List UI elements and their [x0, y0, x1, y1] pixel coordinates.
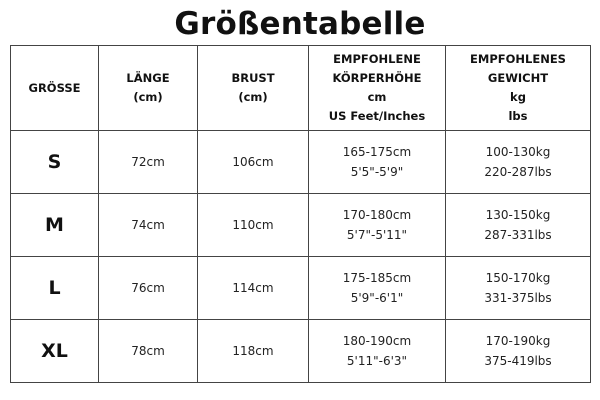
- chest-cell: 110cm: [198, 194, 309, 257]
- weight-kg: 150-170kg: [485, 271, 551, 285]
- header-weight-line-1: EMPFOHLENES: [470, 52, 566, 66]
- weight-cell: [446, 194, 591, 257]
- header-size-label: GRÖSSE: [28, 80, 81, 95]
- size-cell: S: [11, 131, 99, 194]
- table-row: [11, 320, 591, 383]
- table-row: [11, 131, 591, 194]
- table-row: [11, 194, 591, 257]
- table-row: [11, 257, 591, 320]
- weight-lbs: 220-287lbs: [484, 165, 552, 179]
- size-cell: L: [11, 257, 99, 320]
- length-cell: 78cm: [99, 320, 198, 383]
- header-chest: [198, 46, 309, 131]
- length-cell: 74cm: [99, 194, 198, 257]
- weight-cell: [446, 320, 591, 383]
- chest-cell: 118cm: [198, 320, 309, 383]
- height-cell: [309, 131, 446, 194]
- height-cm: 165-175cm: [342, 145, 412, 159]
- size-cell: M: [11, 194, 99, 257]
- height-cm: 170-180cm: [342, 208, 412, 222]
- weight-lbs: 331-375lbs: [484, 291, 552, 305]
- weight-cell: [446, 131, 591, 194]
- length-cell: 72cm: [99, 131, 198, 194]
- height-ft: 5'9"-6'1": [350, 291, 404, 305]
- height-ft: 5'11"-6'3": [346, 354, 408, 368]
- size-chart-table: [10, 45, 591, 383]
- header-weight-unit-imperial: lbs: [508, 109, 528, 123]
- header-weight-unit-metric: kg: [510, 90, 526, 104]
- height-cm: 175-185cm: [342, 271, 412, 285]
- header-height-line-1: EMPFOHLENE: [333, 52, 421, 66]
- height-cell: [309, 320, 446, 383]
- header-length: [99, 46, 198, 131]
- header-height-unit-metric: cm: [367, 90, 387, 104]
- header-length-unit: (cm): [133, 90, 163, 104]
- weight-cell: [446, 257, 591, 320]
- height-ft: 5'5"-5'9": [350, 165, 404, 179]
- header-chest-label: BRUST: [231, 71, 275, 85]
- height-cell: [309, 194, 446, 257]
- height-cm: 180-190cm: [342, 334, 412, 348]
- height-cell: [309, 257, 446, 320]
- header-chest-unit: (cm): [238, 90, 268, 104]
- page-title: Größentabelle: [174, 6, 426, 42]
- header-size: [11, 46, 99, 131]
- header-height-line-2: KÖRPERHÖHE: [332, 71, 422, 85]
- header-weight: [446, 46, 591, 131]
- weight-kg: 100-130kg: [485, 145, 551, 159]
- height-ft: 5'7"-5'11": [346, 228, 408, 242]
- length-cell: 76cm: [99, 257, 198, 320]
- weight-lbs: 375-419lbs: [484, 354, 552, 368]
- header-weight-line-2: GEWICHT: [487, 71, 549, 85]
- table-header-row: [11, 46, 591, 131]
- header-height-unit-imperial: US Feet/Inches: [328, 109, 426, 123]
- weight-kg: 170-190kg: [485, 334, 551, 348]
- size-cell: XL: [11, 320, 99, 383]
- weight-lbs: 287-331lbs: [484, 228, 552, 242]
- header-length-label: LÄNGE: [126, 71, 170, 85]
- header-height: [309, 46, 446, 131]
- chest-cell: 114cm: [198, 257, 309, 320]
- chest-cell: 106cm: [198, 131, 309, 194]
- weight-kg: 130-150kg: [485, 208, 551, 222]
